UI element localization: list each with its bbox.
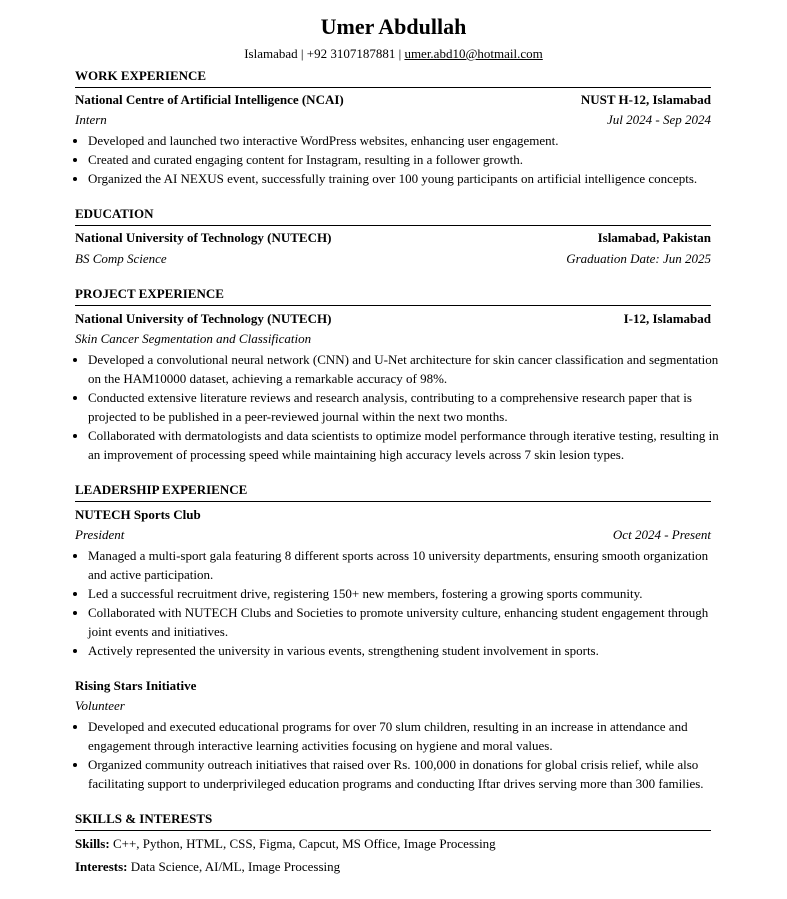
list-item: • Collaborated with dermatologists and data scientists to optimize model performance through iterative testing, resulting in an improvement of processing speed while maintaining high accuracy levels across 7 skin lesion types. bbox=[88, 426, 724, 464]
education-degree: BS Comp Science bbox=[75, 251, 167, 266]
initiative-bullets bbox=[75, 717, 724, 793]
club-org-row bbox=[75, 506, 711, 524]
education-location: Islamabad, Pakistan bbox=[597, 230, 711, 245]
club-bullets bbox=[75, 546, 724, 660]
interests-line bbox=[75, 858, 711, 876]
work-section-title: WORK EXPERIENCE bbox=[75, 68, 711, 88]
project-location: I-12, Islamabad bbox=[623, 311, 711, 326]
work-location: NUST H-12, Islamabad bbox=[580, 92, 711, 107]
email-link[interactable]: umer.abd10@hotmail.com bbox=[404, 46, 543, 61]
skills-line bbox=[75, 835, 711, 853]
education-org: National University of Technology (NUTECH) bbox=[75, 230, 332, 245]
initiative-role-row bbox=[75, 697, 711, 715]
contact-line bbox=[0, 45, 787, 63]
education-section-title: EDUCATION bbox=[75, 206, 711, 226]
work-role-row bbox=[75, 111, 711, 129]
project-name-row bbox=[75, 330, 711, 348]
initiative-role: Volunteer bbox=[75, 698, 125, 713]
work-org: National Centre of Artificial Intelligence (NCAI) bbox=[75, 92, 344, 107]
list-item: • Developed and executed educational programs for over 70 slum children, resulting in an increase in attendance and engagement through interactive learning activities focusing on hygiene and moral values. bbox=[88, 717, 724, 755]
skills-value: C++, Python, HTML, CSS, Figma, Capcut, MS Office, Image Processing bbox=[109, 836, 496, 851]
interests-value: Data Science, AI/ML, Image Processing bbox=[127, 859, 341, 874]
interests-label: Interests: bbox=[75, 859, 128, 874]
list-item: • Led a successful recruitment drive, registering 150+ new members, fostering a growing sports community. bbox=[88, 584, 724, 603]
club-role: President bbox=[75, 527, 125, 542]
club-dates: Oct 2024 - Present bbox=[612, 527, 711, 542]
skills-label: Skills: bbox=[75, 836, 110, 851]
list-item: • Managed a multi-sport gala featuring 8 different sports across 10 university departments, ensuring smooth organization and active participation. bbox=[88, 546, 724, 584]
club-org: NUTECH Sports Club bbox=[75, 507, 201, 522]
list-item: • Organized community outreach initiatives that raised over Rs. 100,000 in donations for global crisis relief, while also facilitating support to underprivileged education programs and conducting Iftar drives serving more than 300 families. bbox=[88, 755, 724, 793]
education-date: Graduation Date: Jun 2025 bbox=[566, 251, 711, 266]
project-name: Skin Cancer Segmentation and Classification bbox=[75, 331, 312, 346]
club-role-row bbox=[75, 526, 711, 544]
list-item: • Organized the AI NEXUS event, successfully training over 100 young participants on artificial intelligence concepts. bbox=[88, 169, 724, 188]
education-degree-row bbox=[75, 250, 711, 268]
list-item: • Developed and launched two interactive WordPress websites, enhancing user engagement. bbox=[88, 131, 724, 150]
list-item: • Created and curated engaging content for Instagram, resulting in a follower growth. bbox=[88, 150, 724, 169]
education-org-row bbox=[75, 229, 711, 247]
list-item: • Actively represented the university in various events, strengthening student involvement in sports. bbox=[88, 641, 724, 660]
initiative-org-row bbox=[75, 677, 711, 695]
list-item: • Collaborated with NUTECH Clubs and Societies to promote university culture, enhancing student engagement through joint events and initiatives. bbox=[88, 603, 724, 641]
project-org: National University of Technology (NUTECH) bbox=[75, 311, 332, 326]
project-org-row bbox=[75, 310, 711, 328]
work-org-row bbox=[75, 91, 711, 109]
work-bullets bbox=[75, 131, 724, 188]
candidate-name: Umer Abdullah bbox=[320, 14, 467, 39]
initiative-org: Rising Stars Initiative bbox=[75, 678, 197, 693]
list-item: • Developed a convolutional neural network (CNN) and U-Net architecture for skin cancer classification and segmentation on the HAM10000 dataset, achieving a remarkable accuracy of 98%. bbox=[88, 350, 724, 388]
contact-details: Islamabad | +92 3107187881 | bbox=[244, 46, 405, 61]
work-dates: Jul 2024 - Sep 2024 bbox=[607, 112, 711, 127]
work-role: Intern bbox=[75, 112, 107, 127]
project-bullets bbox=[75, 350, 724, 464]
skills-section-title: SKILLS & INTERESTS bbox=[75, 811, 711, 831]
list-item: • Conducted extensive literature reviews and research analysis, contributing to a comprehensive research paper that is projected to be published in a peer-reviewed journal within the next two months. bbox=[88, 388, 724, 426]
leadership-section-title: LEADERSHIP EXPERIENCE bbox=[75, 482, 711, 502]
project-section-title: PROJECT EXPERIENCE bbox=[75, 286, 711, 306]
